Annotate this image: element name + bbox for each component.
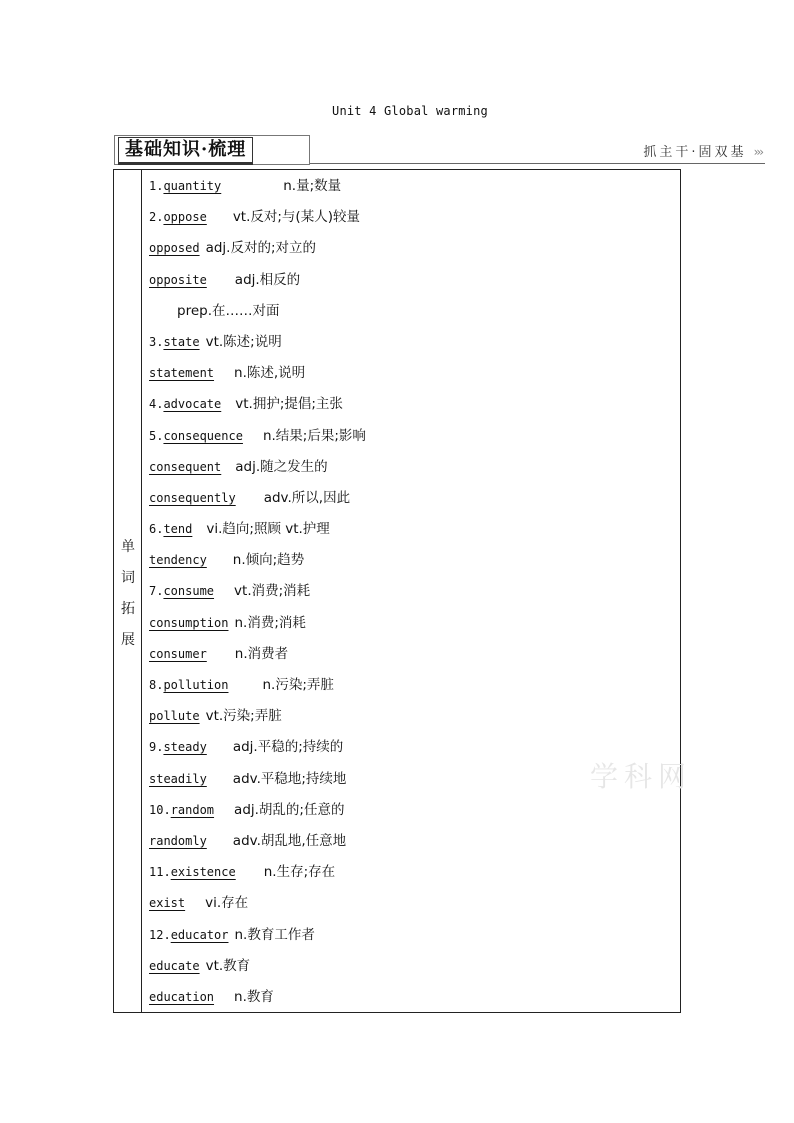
chevron-right-icon: ››› — [753, 145, 762, 159]
side-label-char: 词 — [121, 570, 135, 586]
section-subtitle-text: 抓主干·固双基 — [643, 145, 747, 160]
vocab-entry — [149, 452, 366, 483]
section-banner: 基础知识·梳理 — [118, 137, 253, 165]
entry-word: statement — [149, 366, 215, 381]
watermark: 学科网 — [590, 760, 693, 793]
entry-number: 9. — [149, 740, 164, 755]
entry-word: tend — [163, 522, 193, 537]
entry-definition: vi.存在 — [205, 895, 249, 912]
entry-definition: vt.污染;弄脏 — [205, 708, 282, 725]
entry-word: quantity — [163, 179, 222, 193]
entry-word: existence — [170, 865, 236, 880]
entry-number: 5. — [149, 428, 164, 443]
entry-word: educate — [149, 958, 200, 973]
entry-definition: adv.平稳地;持续地 — [232, 770, 347, 787]
entry-definition: vt.陈述;说明 — [205, 333, 282, 350]
entry-word: pollution — [163, 678, 229, 692]
entry-word: consequence — [163, 428, 243, 443]
vocab-entry — [149, 576, 366, 607]
vocab-entry — [149, 639, 366, 670]
vocab-entry — [149, 327, 366, 358]
entry-definition: vi.趋向;照顾 vt.护理 — [206, 521, 330, 538]
vocab-entry — [149, 233, 366, 264]
entry-word: steadily — [149, 771, 207, 786]
entry-definition: n.生存;存在 — [263, 864, 336, 881]
vocab-entry — [149, 202, 366, 233]
entry-word: advocate — [163, 397, 222, 412]
entry-number: 1. — [149, 179, 164, 193]
entry-definition: vt.教育 — [205, 957, 251, 974]
entry-definition: n.陈述,说明 — [234, 365, 306, 382]
entry-definition: vt.拥护;提倡;主张 — [235, 396, 343, 413]
vocab-entry — [149, 358, 366, 389]
side-label-char: 单 — [121, 539, 135, 555]
entry-definition: adj.反对的;对立的 — [205, 240, 317, 257]
entry-list — [149, 171, 366, 1013]
header-divider — [310, 163, 765, 164]
entry-word: randomly — [149, 833, 207, 848]
side-label — [114, 532, 142, 656]
entry-definition: n.污染;弄脏 — [262, 677, 334, 693]
entry-word: oppose — [163, 210, 207, 225]
entry-number: 7. — [149, 584, 164, 599]
entry-definition: adj.随之发生的 — [235, 458, 328, 475]
side-label-char: 拓 — [121, 601, 135, 617]
side-label-char: 展 — [121, 632, 135, 648]
entry-number: 11. — [149, 865, 171, 880]
entry-word: state — [163, 334, 200, 349]
entry-word: opposite — [149, 272, 207, 287]
entry-word: education — [149, 989, 215, 1004]
entry-word: consume — [163, 584, 215, 599]
vocab-entry — [149, 389, 366, 420]
vocab-entry — [149, 857, 366, 888]
entry-word: consequently — [149, 490, 236, 505]
side-label-cell — [114, 170, 142, 1012]
vocab-entry — [149, 920, 366, 951]
entry-word: tendency — [149, 553, 207, 568]
entry-definition: n.消费;消耗 — [234, 614, 306, 631]
entry-definition: n.结果;后果;影响 — [262, 427, 366, 444]
entry-word: pollute — [149, 709, 200, 724]
entry-word: educator — [170, 927, 229, 942]
vocab-entry — [149, 421, 366, 452]
entry-number: 4. — [149, 397, 164, 412]
entry-word: steady — [163, 740, 207, 755]
entry-definition: prep.在……对面 — [177, 302, 280, 319]
vocab-entry — [149, 764, 366, 795]
entry-number: 3. — [149, 334, 164, 349]
entry-word: random — [170, 802, 215, 817]
entry-definition: n.量;数量 — [283, 178, 342, 194]
entry-word: exist — [149, 896, 186, 911]
entry-number: 6. — [149, 522, 164, 537]
section-subtitle — [643, 141, 762, 160]
vocab-entry — [149, 171, 366, 202]
entry-definition: n.消费者 — [234, 645, 289, 662]
entry-definition: adv.所以,因此 — [263, 489, 351, 506]
vocab-entry — [149, 608, 366, 639]
entry-definition: adj.相反的 — [234, 271, 301, 288]
vocab-entry — [149, 732, 366, 763]
vocab-entry — [149, 951, 366, 982]
vocab-entry — [149, 670, 366, 701]
vocab-entry — [149, 545, 366, 576]
entry-definition: n.倾向;趋势 — [232, 552, 305, 569]
entry-number: 2. — [149, 210, 164, 225]
unit-title: Unit 4 Global warming — [332, 104, 488, 118]
entry-definition: adj.平稳的;持续的 — [232, 739, 344, 756]
entry-word: consumption — [149, 615, 229, 630]
vocab-entry — [149, 982, 366, 1013]
entry-number: 10. — [149, 802, 171, 817]
vocab-entry — [149, 296, 366, 327]
entry-word: opposed — [149, 241, 200, 256]
entry-word: consequent — [149, 459, 222, 474]
entry-definition: adv.胡乱地,任意地 — [232, 832, 347, 849]
vocab-entry — [149, 888, 366, 919]
vocab-entry — [149, 265, 366, 296]
vocab-entry — [149, 795, 366, 826]
entry-word: consumer — [149, 646, 207, 661]
entry-number: 8. — [149, 678, 164, 692]
entry-definition: vt.消费;消耗 — [234, 583, 311, 600]
vocab-entry — [149, 514, 366, 545]
vocab-entry — [149, 701, 366, 732]
entry-definition: adj.胡乱的;任意的 — [234, 801, 345, 818]
vocabulary-table — [113, 169, 681, 1013]
entry-number: 12. — [149, 927, 171, 942]
vocab-entry — [149, 826, 366, 857]
entry-definition: n.教育工作者 — [234, 926, 315, 943]
entry-definition: n.教育 — [234, 988, 274, 1005]
vocab-entry — [149, 483, 366, 514]
entry-definition: vt.反对;与(某人)较量 — [232, 209, 360, 226]
